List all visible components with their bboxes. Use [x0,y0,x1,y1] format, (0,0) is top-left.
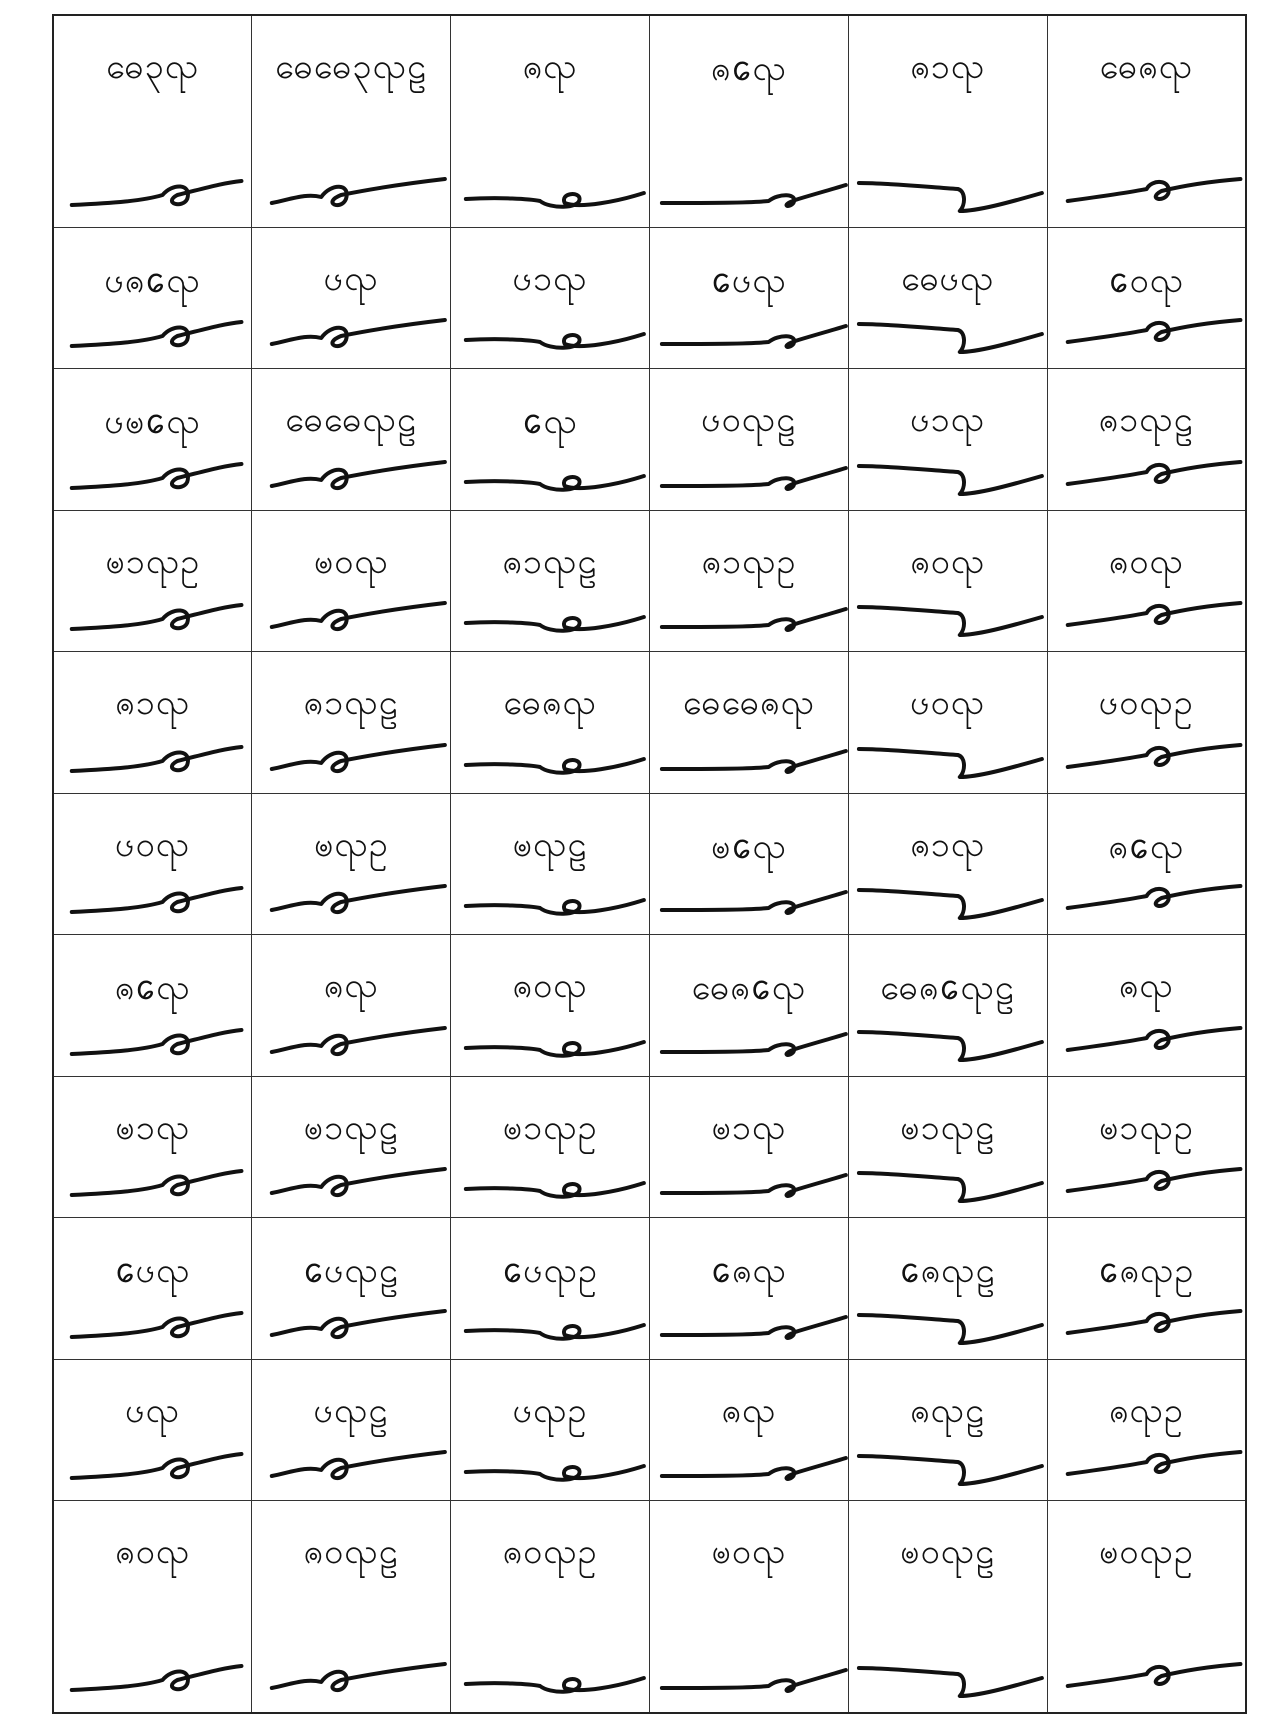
shorthand-outline-stroke [650,1143,848,1213]
printed-word: ၐ၀ၺ [910,541,986,582]
shorthand-outline-stroke [252,436,450,506]
shorthand-outline-stroke [252,719,450,789]
shorthand-outline-stroke [252,1285,450,1355]
grid-cell [451,510,650,652]
printed-word: ၐ၀ၺ [1108,541,1184,582]
grid-cell [649,1501,848,1713]
shorthand-outline-stroke [451,1638,649,1708]
grid-cell [252,935,451,1077]
printed-word: ၐ၀ၺ [512,966,588,1007]
grid-cell [848,227,1047,369]
printed-word: ဓေၐၺ [1099,47,1194,87]
printed-word: ဓေ၃ၺ [106,47,200,87]
outline-path [466,476,644,490]
shorthand-outline-stroke [650,294,848,364]
grid-row [53,227,1246,369]
printed-word: ᩮၐၺဠ [899,1251,996,1292]
grid-cell [848,15,1047,227]
grid-row [53,935,1246,1077]
outline-path [272,603,445,629]
grid-cell [451,1501,650,1713]
outline-path [272,1311,445,1337]
printed-word: ၐၺဠ [910,1390,986,1431]
outline-path [72,1454,242,1478]
printed-word: ၐၺ [323,966,379,1007]
grid-cell [252,369,451,511]
printed-word: ၐၺ [1118,966,1174,1007]
grid-cell [848,510,1047,652]
printed-word: ၐ၀ၺ [115,1532,191,1573]
shorthand-outline-stroke [1048,436,1245,506]
outline-path [1067,745,1240,767]
shorthand-outline-stroke [54,1285,251,1355]
grid-cell [252,1501,451,1713]
outline-path [466,1042,644,1056]
outline-path [272,1452,445,1478]
shorthand-outline-stroke [451,719,649,789]
outline-path [466,1325,644,1339]
outline-path [272,1169,445,1195]
outline-path [859,324,1042,352]
outline-path [662,1458,846,1479]
shorthand-outline-stroke [54,1002,251,1072]
grid-cell [53,15,252,227]
grid-cell [848,1501,1047,1713]
printed-word: ဓေၐၺ [503,683,597,724]
printed-word: ၑၺဠ [512,824,588,865]
shorthand-outline-stroke [451,1002,649,1072]
shorthand-outline-stroke [650,577,848,647]
shorthand-outline-stroke [849,294,1047,364]
grid-cell [53,1076,252,1218]
shorthand-outline-stroke [650,153,848,223]
grid-cell [451,652,650,794]
grid-cell [252,1359,451,1501]
grid-cell [53,510,252,652]
outline-path [72,605,242,629]
printed-word: ၒၺဥ [512,1390,588,1431]
grid-cell [53,1359,252,1501]
grid-cell [451,1218,650,1360]
grid-cell [451,793,650,935]
grid-cell [649,227,848,369]
shorthand-outline-stroke [451,153,649,223]
grid-row [53,369,1246,511]
outline-path [1067,603,1240,625]
shorthand-outline-stroke [650,436,848,506]
outline-path [72,464,242,488]
grid-row [53,1076,1246,1218]
grid-row [53,1501,1246,1713]
grid-cell [252,1076,451,1218]
printed-word: ᩮၺ [522,402,578,443]
outline-path [72,181,242,205]
shorthand-outline-stroke [1048,860,1245,930]
outline-path [662,609,846,630]
outline-path [859,1032,1042,1060]
grid-cell [848,793,1047,935]
shorthand-outline-stroke [54,436,251,506]
grid-row [53,793,1246,935]
outline-path [72,322,242,346]
printed-word: ၐ၁ၺ [910,824,986,865]
shorthand-outline-stroke [849,1002,1047,1072]
shorthand-outline-stroke [650,1002,848,1072]
printed-word: ᩮၒၺဥ [502,1251,598,1292]
grid-cell [252,1218,451,1360]
printed-word: ၑၺဥ [313,824,389,865]
grid-cell [649,652,848,794]
outline-path [859,183,1042,211]
grid-cell [1047,1359,1246,1501]
grid-cell [1047,1501,1246,1713]
printed-word: ၑ၁ၺဥ [502,1107,598,1148]
printed-word: ၒ၀ၺ [115,824,191,865]
grid-cell [53,227,252,369]
grid-cell [1047,510,1246,652]
outline-path [72,747,242,771]
shorthand-outline-stroke [650,1285,848,1355]
grid-cell [649,1218,848,1360]
shorthand-outline-stroke [650,1426,848,1496]
grid-cell [649,369,848,511]
printed-word: ၐᩮၺ [114,968,191,1009]
shorthand-outline-stroke [252,153,450,223]
outline-path [1067,462,1240,484]
outline-path [272,462,445,488]
printed-word: ၐ၁ၺဠ [303,683,399,724]
printed-word: ၒ၀ၺဠ [701,400,797,441]
printed-word: ၒ၀ၺဥ [1099,683,1194,724]
shorthand-outline-stroke [849,1426,1047,1496]
printed-word: ၑ၁ၺဠ [900,1107,996,1148]
printed-word: ၒ၁ၺ [512,258,588,299]
outline-path [466,334,644,348]
outline-path [662,892,846,913]
printed-word: ဓေဓေ၃ၺဠ [275,47,428,87]
grid-cell [451,935,650,1077]
grid-cell [252,652,451,794]
outline-path [466,900,644,914]
shorthand-outline-stroke [1048,1002,1245,1072]
outline-path [72,1666,242,1690]
shorthand-outline-stroke [849,1143,1047,1213]
outline-path [272,179,445,205]
printed-word: ၑ၀ၺဥ [1098,1532,1194,1573]
printed-word: ဓေဓေၐၺ [682,683,815,724]
outline-path [859,1456,1042,1484]
printed-word: ၒၺ [323,258,379,299]
grid-cell [1047,1076,1246,1218]
shorthand-outline-stroke [451,1143,649,1213]
shorthand-outline-stroke [1048,153,1245,223]
printed-word: ၑᩮၺ [710,826,787,867]
shorthand-outline-stroke [252,1426,450,1496]
outline-path [859,1668,1042,1696]
outline-path [272,886,445,912]
grid-row [53,15,1246,227]
shorthand-outline-stroke [451,294,649,364]
shorthand-outline-stroke [849,153,1047,223]
printed-word: ၐ၁ၺ [115,683,191,724]
outline-path [662,1034,846,1055]
grid-row [53,510,1246,652]
shorthand-outline-stroke [849,719,1047,789]
outline-path [466,1183,644,1197]
shorthand-outline-stroke [252,860,450,930]
grid-cell [649,935,848,1077]
shorthand-outline-stroke [849,1638,1047,1708]
outline-path [72,888,242,912]
grid-cell [848,1359,1047,1501]
outline-path [859,890,1042,918]
grid-cell [252,227,451,369]
grid-cell [252,793,451,935]
shorthand-outline-stroke [54,719,251,789]
printed-word: ၐ၁ၺဠ [1098,400,1194,441]
grid-cell [649,510,848,652]
shorthand-outline-stroke [1048,1143,1245,1213]
outline-path [662,326,846,347]
outline-path [72,1313,242,1337]
grid-cell [252,15,451,227]
outline-path [1067,1028,1240,1050]
outline-path [1067,179,1240,201]
outline-path [859,749,1042,777]
printed-word: ၐ၀ၺဥ [502,1532,598,1573]
printed-word: ၐ၁ၺဠ [502,541,598,582]
grid-cell [451,227,650,369]
grid-cell [53,652,252,794]
printed-word: ၑ၀ၺ [313,541,389,582]
grid-cell [848,652,1047,794]
printed-word: ၑ၁ၺဥ [105,541,201,582]
outline-path [466,193,644,207]
printed-word: ၐ၁ၺ [910,47,986,87]
grid-cell [1047,227,1246,369]
shorthand-outline-stroke [54,860,251,930]
shorthand-outline-stroke [54,294,251,364]
grid-row [53,1359,1246,1501]
shorthand-outline-stroke [1048,294,1245,364]
outline-path [1067,1452,1240,1474]
printed-word: ၒၺ [125,1390,180,1431]
shorthand-outline-stroke [451,577,649,647]
grid-row [53,652,1246,794]
printed-word: ဓေၐᩮၺဠ [880,968,1016,1009]
grid-cell [649,793,848,935]
grid-cell [451,15,650,227]
printed-word: ၑ၁ၺ [711,1107,787,1148]
grid-cell [1047,1218,1246,1360]
shorthand-outline-stroke [252,1002,450,1072]
outline-path [272,320,445,346]
outline-path [662,1317,846,1338]
grid-cell [451,1076,650,1218]
outline-path [466,617,644,631]
printed-word: ၐၺ [721,1390,777,1431]
grid-cell [53,369,252,511]
printed-word: ဓေၐᩮၺ [691,968,807,1009]
outline-path [859,466,1042,494]
grid-cell [1047,793,1246,935]
grid-cell [1047,369,1246,511]
outline-path [662,1670,846,1691]
outline-path [859,607,1042,635]
shorthand-outline-stroke [1048,1426,1245,1496]
printed-word: ၑ၀ၺဠ [900,1532,996,1573]
outline-path [662,468,846,489]
outline-path [466,1678,644,1692]
shorthand-outline-stroke [849,1285,1047,1355]
shorthand-outline-stroke [650,860,848,930]
shorthand-outline-stroke [252,294,450,364]
outline-path [859,1315,1042,1343]
printed-word: ဓေဓေၺဠ [285,400,418,441]
outline-path [466,759,644,773]
printed-word: ၑ၁ၺဥ [1098,1107,1194,1148]
grid-cell [848,1076,1047,1218]
outline-grid [52,14,1247,1714]
outline-path [662,1175,846,1196]
shorthand-outline-stroke [451,1285,649,1355]
grid-cell [1047,15,1246,227]
shorthand-outline-stroke [54,153,251,223]
grid-row [53,1218,1246,1360]
printed-word: ၐၺဥ [1108,1390,1184,1431]
shorthand-outline-stroke [849,577,1047,647]
shorthand-outline-stroke [54,1426,251,1496]
outline-path [1067,1311,1240,1333]
printed-word: ဓေၒၺ [901,258,995,299]
printed-word: ᩮ၀ၺ [1108,260,1185,301]
grid-cell [1047,935,1246,1077]
printed-word: ၒၑᩮၺ [104,402,201,443]
outline-path [272,1664,445,1690]
outline-path [72,1171,242,1195]
shorthand-outline-stroke [54,1143,251,1213]
printed-word: ၐᩮၺ [710,49,787,89]
printed-word: ၑ၀ၺ [711,1532,787,1573]
outline-path [1067,1664,1240,1686]
printed-word: ၒၐᩮၺ [104,260,201,301]
printed-word: ᩮၐၺ [710,1251,787,1292]
shorthand-outline-stroke [1048,1638,1245,1708]
outline-path [272,1028,445,1054]
outline-path [662,751,846,772]
grid-cell [848,1218,1047,1360]
printed-word: ᩮၒၺဠ [303,1251,400,1292]
grid-cell [848,935,1047,1077]
grid-cell [1047,652,1246,794]
shorthand-outline-stroke [650,719,848,789]
printed-word: ᩮၒၺ [114,1251,191,1292]
shorthand-outline-stroke [252,1638,450,1708]
shorthand-outline-stroke [650,1638,848,1708]
printed-word: ᩮၒၺ [711,260,787,301]
grid-cell [53,935,252,1077]
printed-word: ၑ၁ၺ [115,1107,191,1148]
shorthand-outline-stroke [252,577,450,647]
grid-cell [848,369,1047,511]
grid-cell [451,369,650,511]
shorthand-outline-stroke [1048,719,1245,789]
grid-cell [649,1359,848,1501]
shorthand-outline-stroke [54,577,251,647]
grid-cell [252,510,451,652]
printed-word: ၑ၁ၺဠ [303,1107,399,1148]
shorthand-outline-stroke [451,1426,649,1496]
outline-path [1067,1169,1240,1191]
grid-cell [53,1218,252,1360]
outline-path [1067,320,1240,342]
printed-word: ᩮၐၺဥ [1098,1251,1195,1292]
outline-path [859,1173,1042,1201]
shorthand-outline-stroke [1048,577,1245,647]
printed-word: ၐᩮၺ [1108,826,1185,867]
grid-cell [53,793,252,935]
outline-path [1067,886,1240,908]
printed-word: ၐၺ [522,47,578,87]
shorthand-outline-stroke [451,860,649,930]
shorthand-outline-stroke [849,436,1047,506]
printed-word: ၒၺဠ [313,1390,389,1431]
shorthand-outline-stroke [1048,1285,1245,1355]
outline-path [272,745,445,771]
printed-word: ၒ၁ၺ [910,400,986,441]
grid-cell [53,1501,252,1713]
printed-word: ၐ၀ၺဠ [303,1532,399,1573]
shorthand-outline-stroke [252,1143,450,1213]
grid-cell [451,1359,650,1501]
outline-path [662,185,846,206]
outline-path [466,1466,644,1480]
shorthand-outline-stroke [451,436,649,506]
shorthand-outline-stroke [849,860,1047,930]
grid-cell [649,15,848,227]
shorthand-outline-stroke [54,1638,251,1708]
outline-path [72,1030,242,1054]
printed-word: ၒ၀ၺ [910,683,986,724]
printed-word: ၐ၁ၺဥ [701,541,797,582]
grid-cell [649,1076,848,1218]
